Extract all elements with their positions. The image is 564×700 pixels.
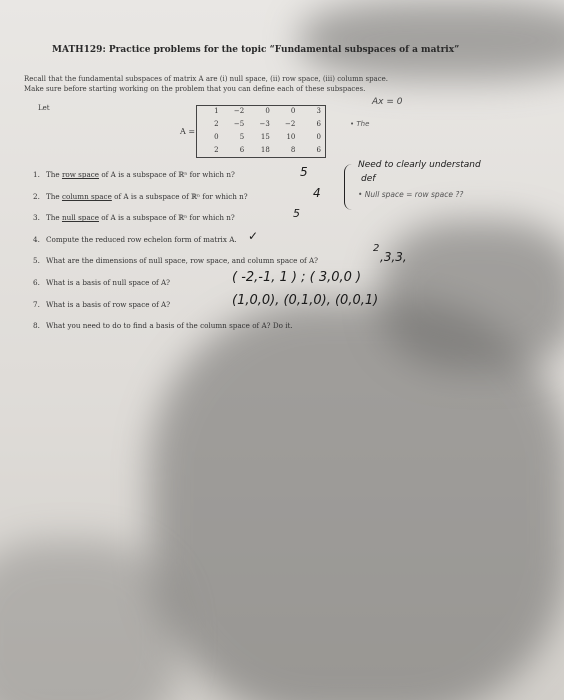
matrix-cell: 6 <box>316 120 321 128</box>
matrix-cell: 3 <box>316 107 321 115</box>
matrix-a <box>196 105 326 158</box>
matrix-cell: 0 <box>214 133 219 141</box>
question-4: 4. Compute the reduced row echelon form of matrix A. <box>33 235 237 244</box>
handwritten-answer-5a: 2 <box>373 243 380 254</box>
matrix-cell: 15 <box>260 133 270 141</box>
matrix-row <box>197 144 325 157</box>
handwritten-the: • The <box>350 120 370 128</box>
shadow-region <box>380 220 564 370</box>
matrix-cell: 5 <box>239 133 245 141</box>
question-6: 6. What is a basis of null space of A? <box>33 278 171 287</box>
shadow-region <box>300 0 564 80</box>
handwritten-answer-7: (1,0,0), (0,1,0), (0,0,1) <box>232 293 379 308</box>
handwritten-ax0: Ax = 0 <box>372 97 403 107</box>
matrix-cell: −2 <box>233 107 245 115</box>
question-3: 3. The null space of A is a subspace of ℝⁿ for which n? <box>33 213 235 222</box>
handwritten-answer-2: 4 <box>313 186 321 200</box>
intro-line: Make sure before starting working on the problem that you can define each of these subspaces. <box>24 85 366 93</box>
handwritten-note-line3: • Null space = row space ?? <box>358 190 464 199</box>
question-2: 2. The column space of A is a subspace of ℝⁿ for which n? <box>33 192 248 201</box>
question-5: 5. What are the dimensions of null space, row space, and column space of A? <box>33 256 319 265</box>
handwritten-brace <box>344 164 355 210</box>
matrix-cell: −3 <box>259 120 270 128</box>
matrix-cell: 2 <box>214 120 219 128</box>
matrix-cell: 6 <box>316 146 321 154</box>
matrix-cell: 0 <box>265 107 270 115</box>
intro-line: Recall that the fundamental subspaces of matrix A are (i) null space, (ii) row space, (iii) column space. <box>24 75 389 83</box>
handwritten-note-line1: Need to clearly understand <box>358 160 481 170</box>
matrix-row <box>197 118 325 131</box>
intro-text <box>24 74 524 94</box>
question-1: 1. The row space of A is a subspace of ℝⁿ for which n? <box>33 170 235 179</box>
matrix-cell: 1 <box>214 107 219 115</box>
page-title: MATH129: Practice problems for the topic “Fundamental subspaces of a matrix” <box>52 45 460 55</box>
question-8: 8. What you need to do to find a basis of the column space of A? Do it. <box>33 321 293 330</box>
matrix-cell: 18 <box>260 146 270 154</box>
handwritten-answer-1: 5 <box>300 165 308 179</box>
matrix-cell: 8 <box>290 146 296 154</box>
matrix-cell: 2 <box>214 146 219 154</box>
matrix-row <box>197 131 325 144</box>
shadow-region <box>0 540 180 700</box>
handwritten-note-line2: def <box>361 174 376 184</box>
handwritten-checkmark: ✓ <box>248 229 259 243</box>
let-label: Let <box>38 104 50 112</box>
handwritten-answer-5b: ,3,3, <box>380 250 407 264</box>
matrix-cell: 10 <box>286 133 296 141</box>
matrix-cell: 0 <box>316 133 321 141</box>
question-7: 7. What is a basis of row space of A? <box>33 300 171 309</box>
matrix-cell: 0 <box>290 107 296 115</box>
matrix-row <box>197 105 325 118</box>
matrix-label: A = <box>180 127 196 136</box>
handwritten-answer-3: 5 <box>293 207 300 220</box>
matrix-cell: 6 <box>239 146 245 154</box>
handwritten-answer-6: ( -2,-1, 1 ) ; ( 3,0,0 ) <box>232 270 362 285</box>
matrix-cell: −2 <box>285 120 296 128</box>
matrix-cell: −5 <box>233 120 245 128</box>
